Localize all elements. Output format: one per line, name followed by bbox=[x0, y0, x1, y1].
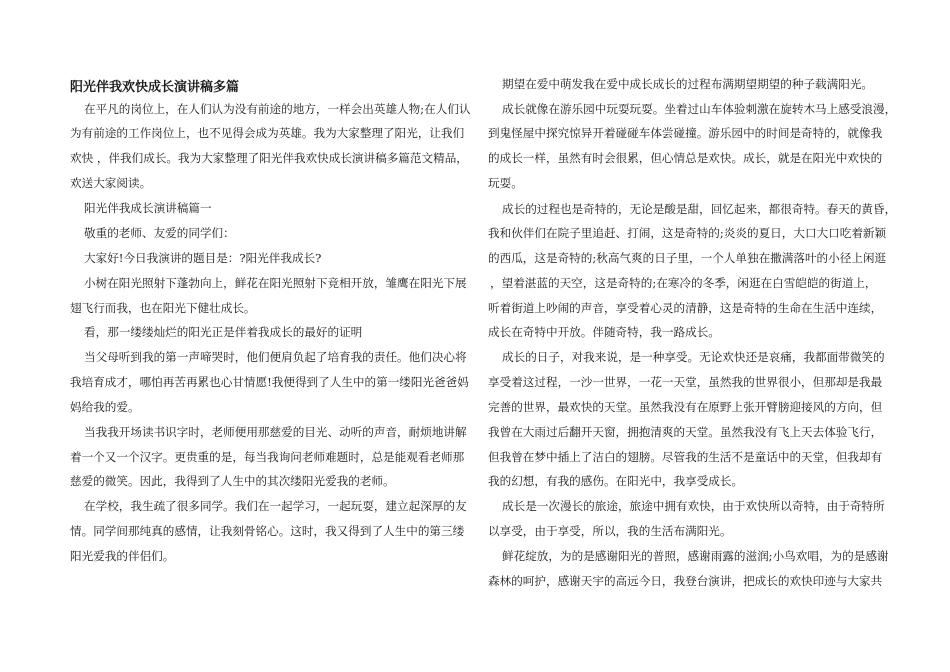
body-line: 玩耍。 bbox=[488, 176, 523, 190]
body-line: 我曾在大雨过后翻开天窗，拥抱清爽的天堂。虽然我没有飞上天去体验飞行， bbox=[488, 425, 883, 439]
body-line: 我培育成才，哪怕再苦再累也心甘情愿!我便得到了人生中的第一缕阳光爸爸妈 bbox=[70, 375, 469, 389]
body-line: 为有前途的工作岗位上，也不见得会成为英雄。我为大家整理了阳光，让我们 bbox=[70, 126, 465, 140]
body-line: 鲜花绽放，为的是感谢阳光的普照，感谢雨露的滋润;小鸟欢唱，为的是感谢 bbox=[502, 549, 889, 563]
body-line: 慈爱的微笑。因此，我得到了人生中的其次缕阳光爱我的老师。 bbox=[70, 474, 395, 488]
body-line: 情。同学间那纯真的感情，让我刻骨铭心。这时，我又得到了人生中的第三缕 bbox=[70, 524, 465, 538]
body-line: 享受着这过程，一沙一世界，一花一天堂，虽然我的世界很小，但那却是我最 bbox=[488, 375, 883, 389]
body-line: 小树在阳光照射下蓬勃向上，鲜花在阳光照射下竞相开放，雏鹰在阳光下展 bbox=[84, 276, 467, 290]
body-line: 期望在爱中萌发我在爱中成长成长的过程布满期望期望的种子载满阳光。 bbox=[502, 77, 874, 91]
body-line: 的西瓜，这是奇特的;秋高气爽的日子里，一个人单独在撒满落叶的小径上闲逛 bbox=[488, 251, 887, 265]
body-line: 到鬼怪屋中探究惊异开着碰碰车体尝碰撞。游乐园中的时间是奇特的，就像我 bbox=[488, 126, 883, 140]
body-line: 我的幻想，有我的感伤。在阳光中，我享受成长。 bbox=[488, 474, 744, 488]
body-line: ，望着湛蓝的天空，这是奇特的;在寒冷的冬季，闲逛在白雪皑皑的街道上， bbox=[490, 276, 877, 290]
body-line: 看，那一缕缕灿烂的阳光正是伴着我成长的最好的证明 bbox=[84, 325, 363, 339]
body-line: 成长的日子，对我来说，是一种享受。无论欢快还是哀痛，我都面带微笑的 bbox=[502, 350, 885, 364]
body-line: 大家好!今日我演讲的题目是：?阳光伴我成长? bbox=[84, 251, 322, 265]
body-line: 成长就像在游乐园中玩耍玩耍。坐着过山车体验刺激在旋转木马上感受浪漫， bbox=[502, 102, 897, 116]
body-line: 在学校，我生疏了很多同学。我们在一起学习，一起玩耍，建立起深厚的友 bbox=[84, 499, 467, 513]
body-line: 森林的呵护，感谢天宇的高远今日，我登台演讲，把成长的欢快印迹与大家共 bbox=[488, 574, 883, 588]
body-line: 阳光爱我的伴侣们。 bbox=[70, 549, 175, 563]
body-line: 的成长一样，虽然有时会很累，但心情总是欢快。成长，就是在阳光中欢快的 bbox=[488, 151, 883, 165]
body-line: 翅飞行而我，也在阳光下健壮成长。 bbox=[70, 301, 256, 315]
body-line: 欢送大家阅读。 bbox=[70, 176, 152, 190]
body-line: 以享受，由于享受，所以，我的生活布满阳光。 bbox=[488, 524, 732, 538]
body-line: 着一个又一个汉字。更贵重的是，每当我询问老师难题时，总是能观看老师那 bbox=[70, 450, 465, 464]
body-line: 欢快 ，伴我们成长。我为大家整理了阳光伴我欢快成长演讲稿多篇范文精品， bbox=[70, 151, 468, 165]
body-line: 当我我开场读书识字时，老师便用那慈爱的目光、动听的声音，耐烦地讲解 bbox=[84, 425, 467, 439]
body-line: 敬重的老师、友爱的同学们： bbox=[84, 226, 235, 240]
body-line: 成长是一次漫长的旅途，旅途中拥有欢快，由于欢快所以奇特，由于奇特所 bbox=[502, 499, 885, 513]
body-line: 听着街道上吵闹的声音，享受着心灵的清静，这是奇特的生命在生活中连续， bbox=[488, 301, 883, 315]
body-line: 当父母听到我的第一声啼哭时，他们便肩负起了培育我的责任。他们决心将 bbox=[84, 350, 467, 364]
document-title: 阳光伴我欢快成长演讲稿多篇 bbox=[70, 80, 240, 95]
body-line: 我和伙伴们在院子里追赶、打闹，这是奇特的;炎炎的夏日，大口大口吃着新颖 bbox=[488, 226, 887, 240]
body-line: 完善的世界，最欢快的天堂。虽然我没有在原野上张开臂膀迎接风的方向，但 bbox=[488, 400, 883, 414]
section-heading: 阳光伴我成长演讲稿篇一 bbox=[84, 201, 212, 215]
body-line: 妈给我的爱。 bbox=[70, 400, 140, 414]
body-line: 成长在奇特中开放。伴随奇特，我一路成长。 bbox=[488, 325, 720, 339]
body-line: 但我曾在梦中插上了洁白的翅膀。尽管我的生活不是童话中的天堂，但我却有 bbox=[488, 450, 883, 464]
body-line: 在平凡的岗位上，在人们认为没有前途的地方，一样会出英雄人物;在人们认 bbox=[84, 102, 471, 116]
body-line: 成长的过程也是奇特的，无论是酸是甜，回忆起来，都很奇特。春天的黄昏， bbox=[502, 202, 897, 216]
